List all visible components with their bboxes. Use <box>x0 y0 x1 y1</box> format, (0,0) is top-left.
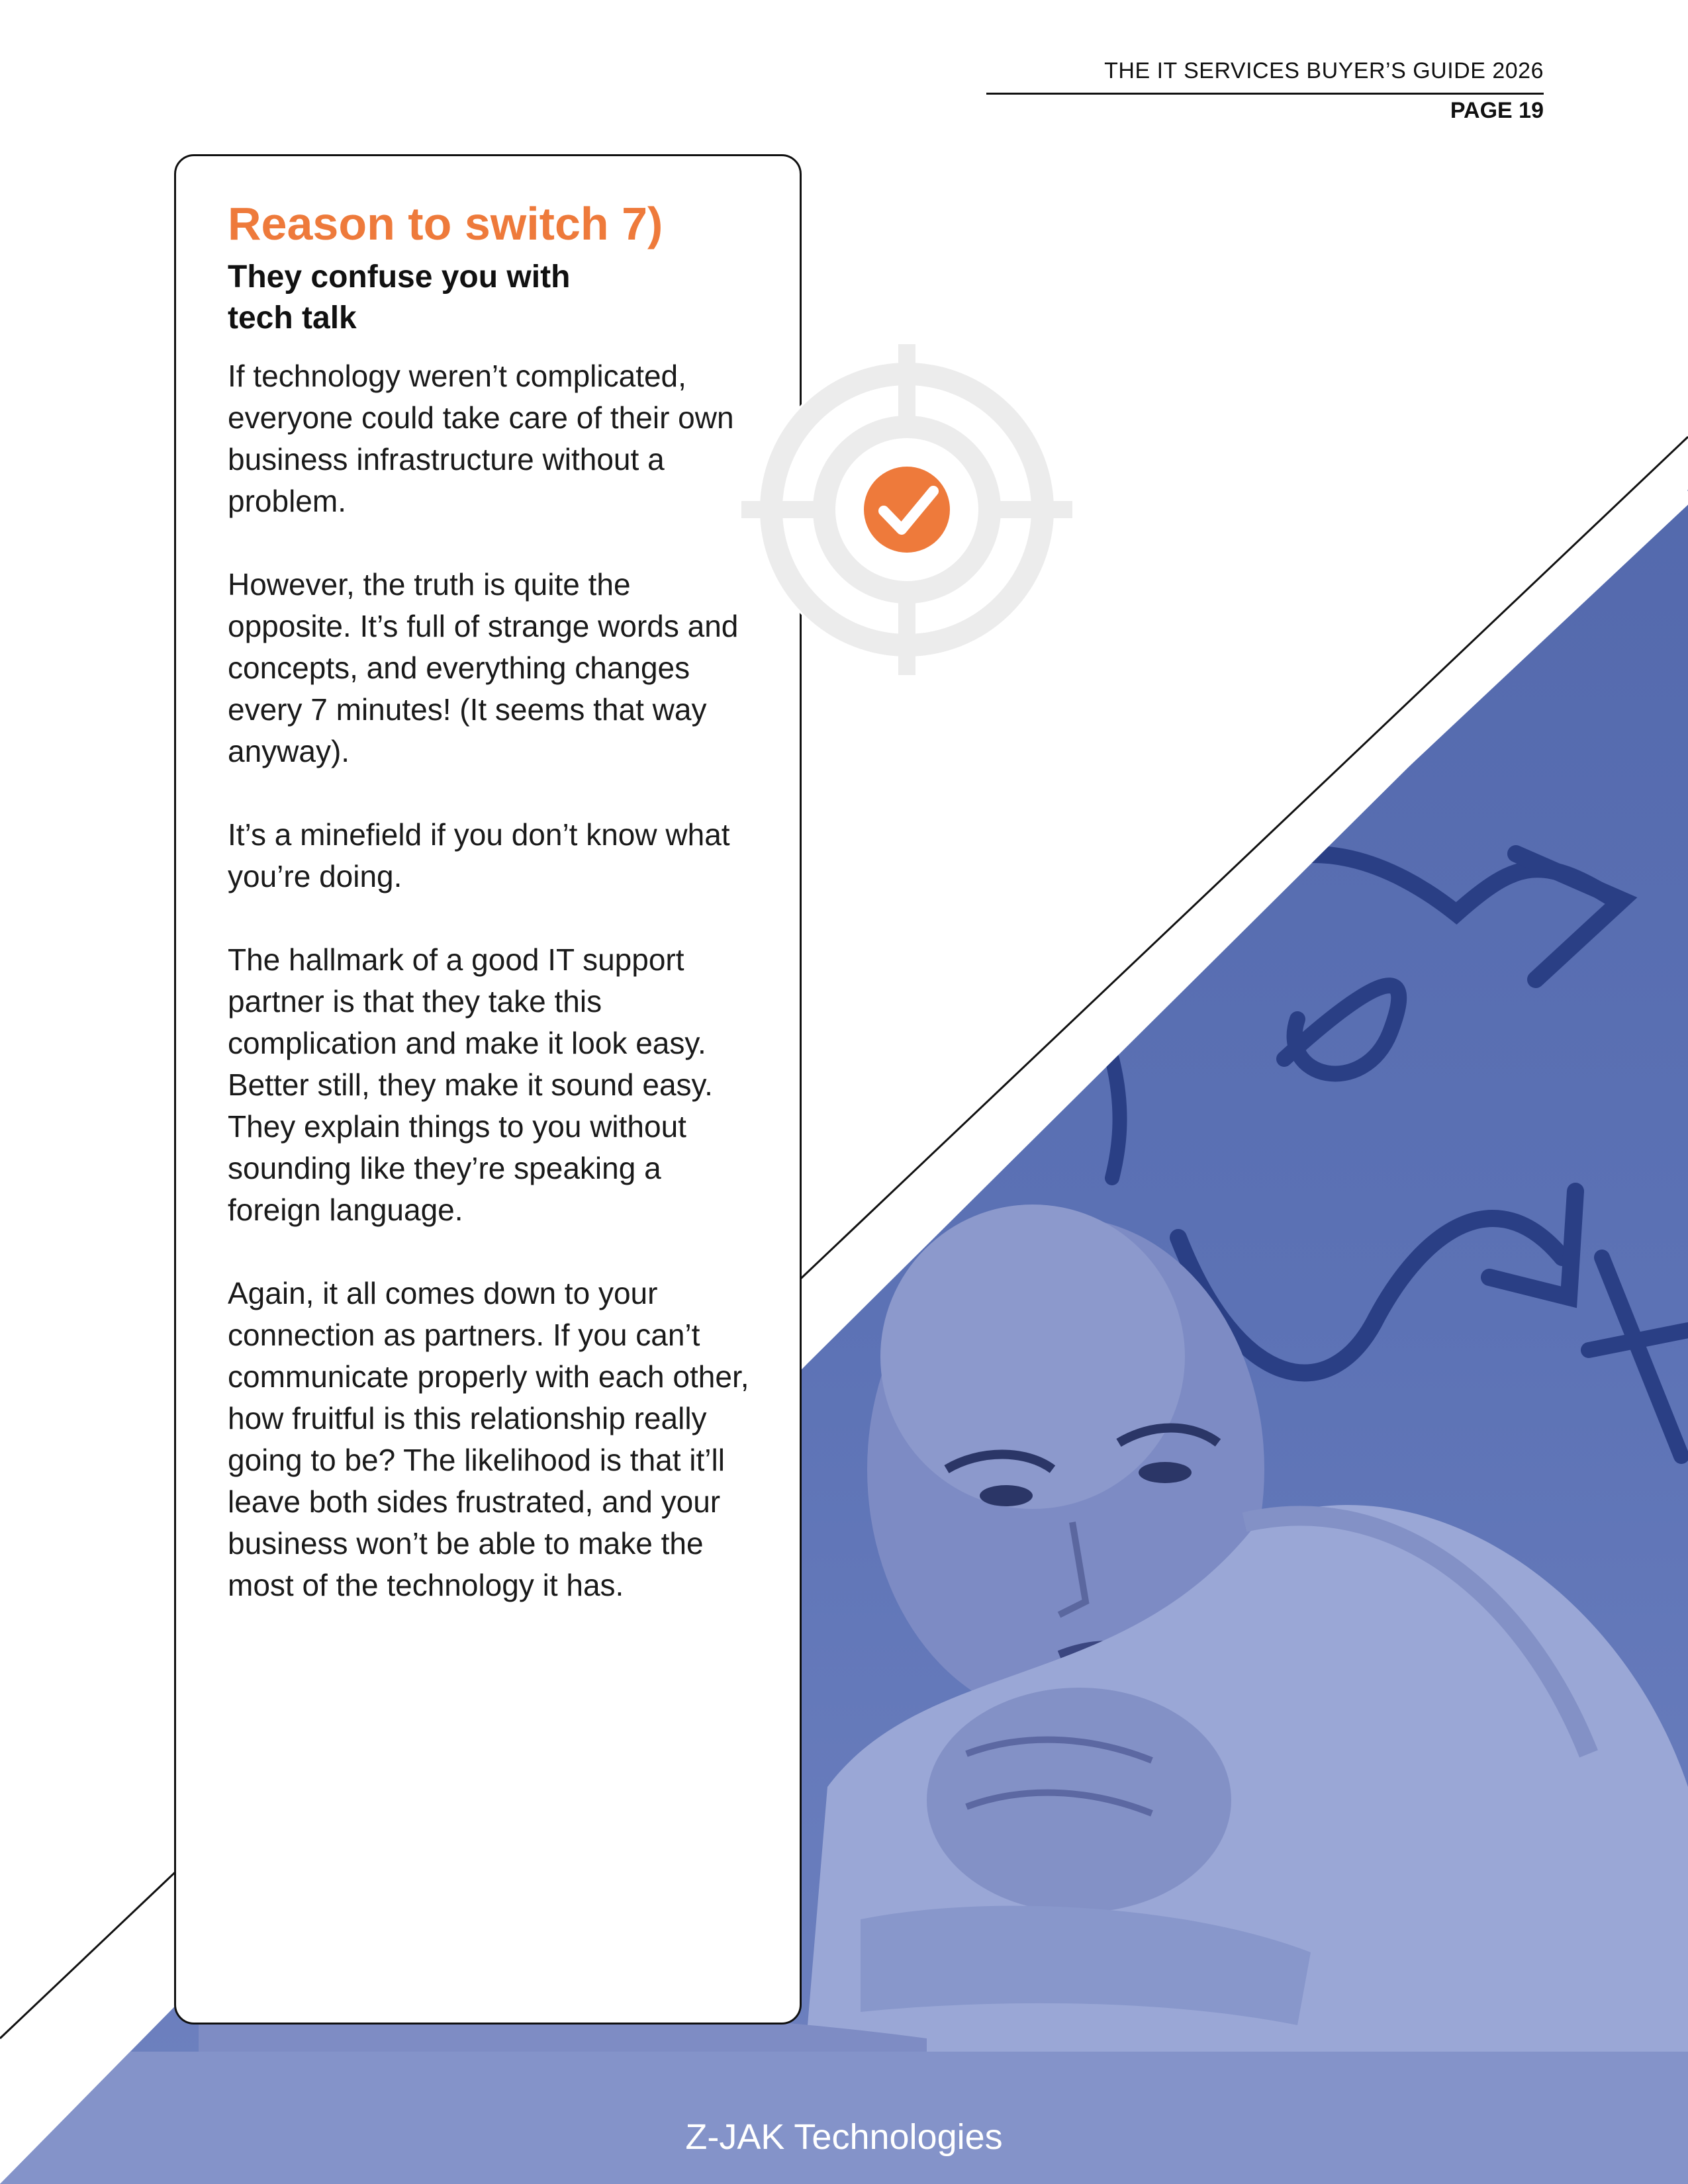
reason-card <box>174 154 802 2025</box>
reason-card-content <box>228 196 757 1648</box>
check-circle-icon <box>864 467 950 553</box>
paragraph: It’s a minefield if you don’t know what you’re doing. <box>228 817 730 893</box>
reason-subtitle: They confuse you with tech talk <box>228 259 571 336</box>
paragraph: If technology weren’t complicated, everyone could take care of their own business infrastructure without a problem. <box>228 358 734 518</box>
paragraph: The hallmark of a good IT support partner is that they take this complication and make it look easy. Better still, they make it sound easy. They explain things to you without sounding like they’re speaking a foreign language. <box>228 942 713 1227</box>
page-number: PAGE 19 <box>1450 98 1544 123</box>
reason-body <box>228 355 757 1606</box>
guide-title: THE IT SERVICES BUYER’S GUIDE 2026 <box>1104 58 1544 83</box>
paragraph: However, the truth is quite the opposite. It’s full of strange words and concepts, and everything changes every 7 minutes! (It seems that way anyway). <box>228 567 739 768</box>
company-brand: Z-JAK Technologies <box>685 2117 1003 2157</box>
target-crosshair-icon <box>741 344 1072 675</box>
reason-title: Reason to switch 7) <box>228 198 663 250</box>
paragraph: Again, it all comes down to your connection as partners. If you can’t communicate properly with each other, how fruitful is this relationship really going to be? The likelihood is that it’ll leave both sides frustrated, and your business won’t be able to make the most of the technology it has. <box>228 1275 749 1602</box>
